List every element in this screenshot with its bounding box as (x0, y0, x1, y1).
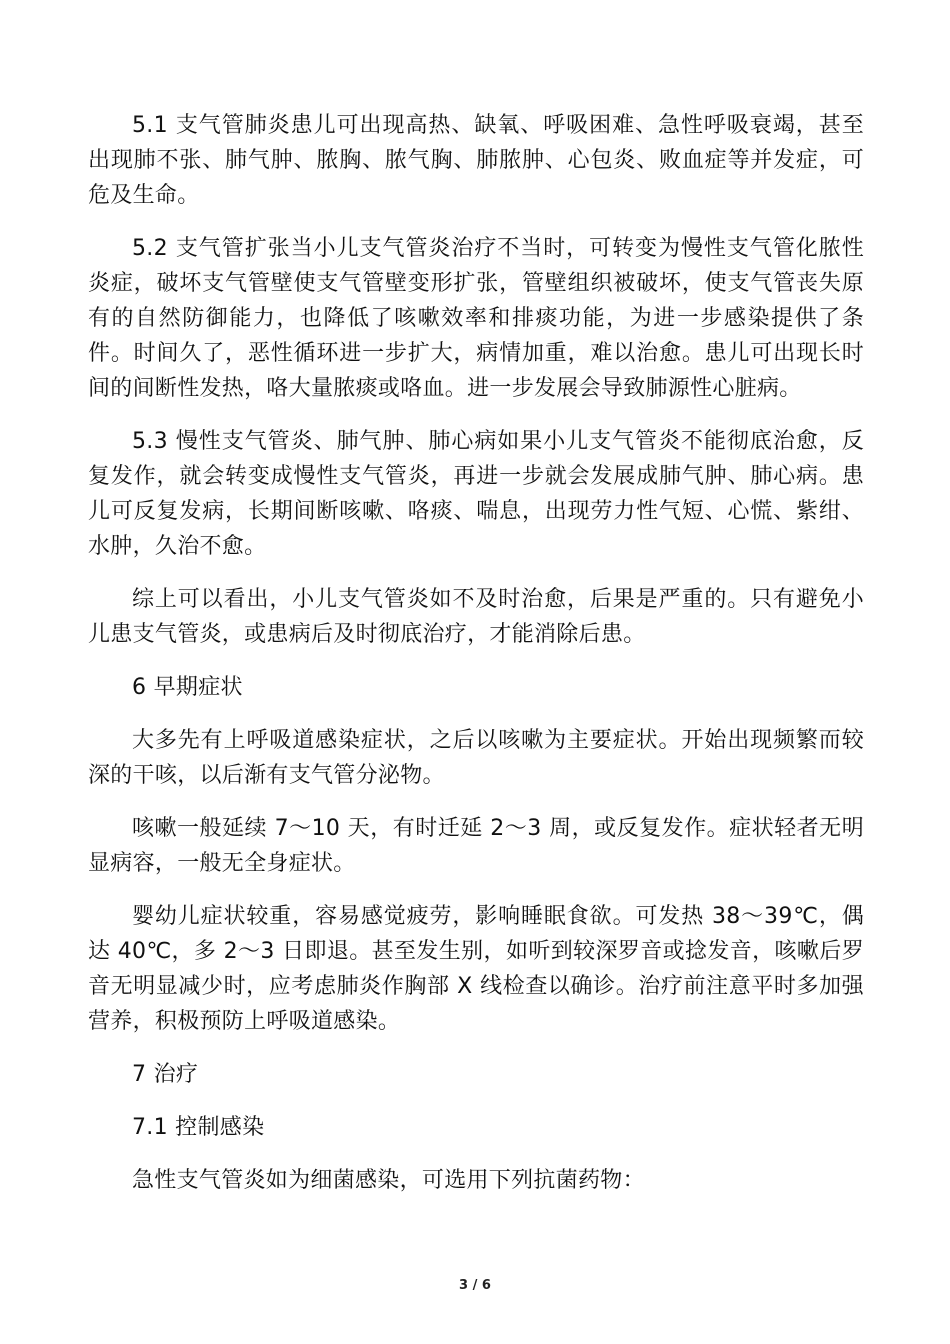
paragraph-5-2: 5.2 支气管扩张当小儿支气管炎治疗不当时，可转变为慢性支气管化脓性炎症，破坏支气管壁使支气管壁变形扩张，管壁组织被破坏，使支气管丧失原有的自然防御能力，也降低了咳嗽效率和排痰功能，为进一步感染提供了条件。时间久了，恶性循环进一步扩大，病情加重，难以治愈。患儿可出现长时间的间断性发热，咯大量脓痰或咯血。进一步发展会导致肺源性心脏病。 (88, 236, 864, 401)
paragraph-early-symptoms: 大多先有上呼吸道感染症状，之后以咳嗽为主要症状。开始出现频繁而较深的干咳，以后渐有支气管分泌物。 (88, 728, 864, 788)
paragraph-5-3: 5.3 慢性支气管炎、肺气肿、肺心病如果小儿支气管炎不能彻底治愈，反复发作，就会转变成慢性支气管炎，再进一步就会发展成肺气肿、肺心病。患儿可反复发病，长期间断咳嗽、咯痰、喘息，出现劳力性气短、心慌、紫绀、水肿，久治不愈。 (88, 429, 864, 559)
paragraph-infant-symptoms: 婴幼儿症状较重，容易感觉疲劳，影响睡眠食欲。可发热 38～39℃，偶达 40℃，多 2～3 日即退。甚至发生别，如听到较深罗音或捻发音，咳嗽后罗音无明显减少时，应考虑肺炎作胸部 X 线检查以确诊。治疗前注意平时多加强营养，积极预防上呼吸道感染。 (88, 904, 864, 1034)
section-heading-7: 7 治疗 (132, 1062, 199, 1087)
page-number: 3 / 6 (459, 1278, 491, 1293)
paragraph-cough-duration: 咳嗽一般延续 7～10 天，有时迁延 2～3 周，或反复发作。症状轻者无明显病容，一般无全身症状。 (88, 816, 864, 876)
section-heading-7-1: 7.1 控制感染 (132, 1115, 265, 1140)
paragraph-summary: 综上可以看出，小儿支气管炎如不及时治愈，后果是严重的。只有避免小儿患支气管炎，或患病后及时彻底治疗，才能消除后患。 (88, 587, 864, 647)
section-heading-6: 6 早期症状 (132, 675, 243, 700)
paragraph-antibiotics: 急性支气管炎如为细菌感染，可选用下列抗菌药物： (132, 1168, 645, 1193)
paragraph-5-1: 5.1 支气管肺炎患儿可出现高热、缺氧、呼吸困难、急性呼吸衰竭，甚至出现肺不张、肺气肿、脓胸、脓气胸、肺脓肿、心包炎、败血症等并发症，可危及生命。 (88, 113, 864, 208)
document-body (88, 108, 864, 1216)
